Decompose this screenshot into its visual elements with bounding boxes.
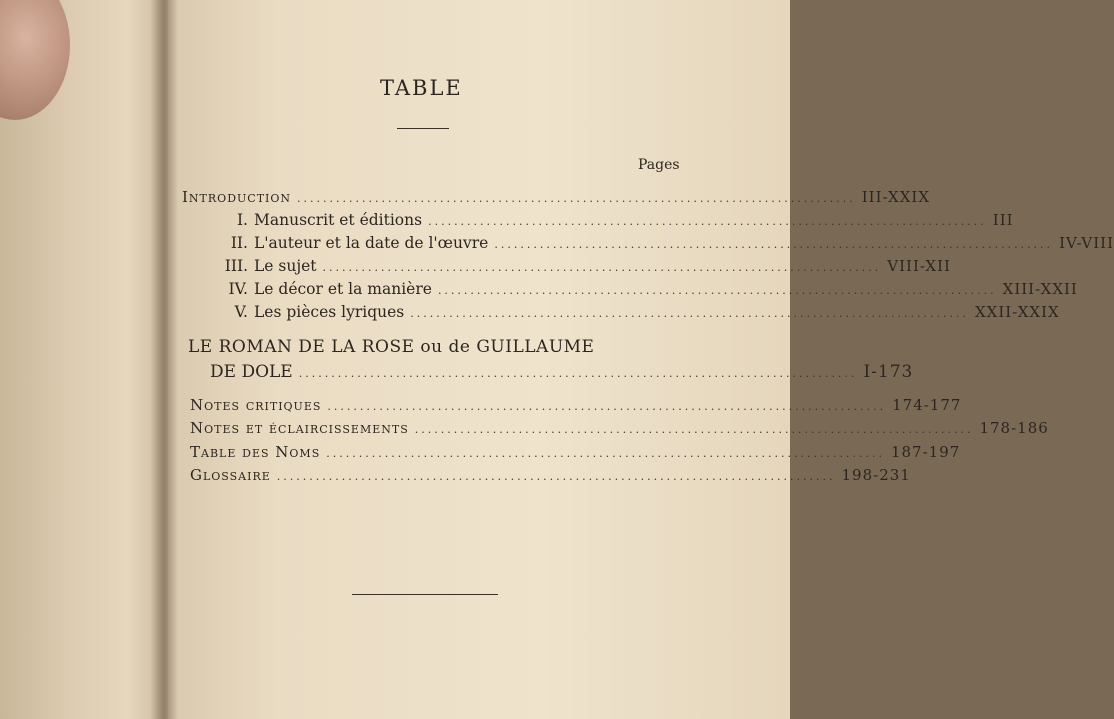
entry-pages: XXII-XXIX	[974, 303, 1060, 321]
toc-entry-sub	[212, 234, 1114, 252]
toc-entry-back	[190, 396, 962, 414]
entry-label: Notes critiques	[190, 396, 322, 414]
toc-entry-sub	[212, 280, 1078, 298]
entry-text: Les pièces lyriques	[254, 303, 405, 321]
toc-entry-roman	[210, 362, 914, 382]
toc-entry-sub	[212, 303, 1060, 321]
entry-pages: IV-VIII	[1059, 234, 1114, 252]
toc-entry-introduction	[182, 188, 931, 206]
toc-entry-back	[190, 419, 1049, 437]
title-rule	[397, 128, 449, 129]
entry-number: I.	[236, 211, 248, 229]
entry-label	[212, 211, 422, 229]
bottom-rule	[352, 594, 498, 595]
dot-leader: ......................................................................................	[322, 261, 882, 274]
entry-label	[212, 234, 488, 252]
dot-leader: ......................................................................................	[428, 215, 987, 228]
dot-leader: ......................................................................................	[298, 367, 858, 380]
entry-label: Notes et éclaircissements	[190, 419, 409, 437]
toc-entry-sub	[212, 257, 951, 275]
dot-leader: ......................................................................................	[326, 447, 885, 460]
entry-pages: XIII-XXII	[1002, 280, 1078, 298]
toc-entry-back	[190, 466, 911, 484]
entry-label	[212, 280, 432, 298]
entry-number: III.	[224, 257, 248, 275]
right-page	[168, 0, 790, 719]
entry-text: L'auteur et la date de l'œuvre	[254, 234, 489, 252]
entry-number: IV.	[228, 280, 248, 298]
entry-pages: 178-186	[979, 419, 1049, 437]
dot-leader: ......................................................................................	[494, 238, 1054, 251]
dot-leader: ......................................................................................	[276, 470, 836, 483]
toc-title: TABLE	[380, 76, 463, 100]
entry-pages: 187-197	[890, 443, 961, 461]
toc-entry-sub	[212, 211, 1014, 229]
toc-entry-back	[190, 443, 961, 461]
dot-leader: ......................................................................................	[410, 307, 969, 320]
entry-label: Table des Noms	[190, 443, 321, 461]
entry-text: Le décor et la manière	[254, 280, 432, 298]
dot-leader: ......................................................................................	[414, 423, 974, 436]
entry-number: V.	[234, 303, 248, 321]
entry-pages: III-XXIX	[861, 188, 931, 206]
entry-label: Glossaire	[190, 466, 271, 484]
dot-leader: ......................................................................................	[297, 192, 856, 205]
entry-label	[212, 257, 317, 275]
entry-pages: 198-231	[841, 466, 911, 484]
entry-label: DE DOLE	[210, 362, 293, 382]
entry-label	[212, 303, 404, 321]
pages-header: Pages	[638, 157, 680, 173]
roman-title-line1: LE ROMAN DE LA ROSE ou de GUILLAUME	[188, 337, 595, 357]
entry-pages: 174-177	[892, 396, 962, 414]
entry-pages: VIII-XII	[887, 257, 951, 275]
dot-leader: ......................................................................................	[327, 400, 887, 413]
entry-text: Manuscrit et éditions	[254, 211, 423, 229]
entry-pages: I-173	[863, 362, 914, 382]
entry-text: Le sujet	[254, 257, 317, 275]
entry-label: Introduction	[182, 188, 292, 206]
entry-pages: III	[992, 211, 1014, 229]
book-gutter	[150, 0, 178, 719]
entry-number: II.	[230, 234, 248, 252]
dot-leader: ......................................................................................	[437, 284, 997, 297]
